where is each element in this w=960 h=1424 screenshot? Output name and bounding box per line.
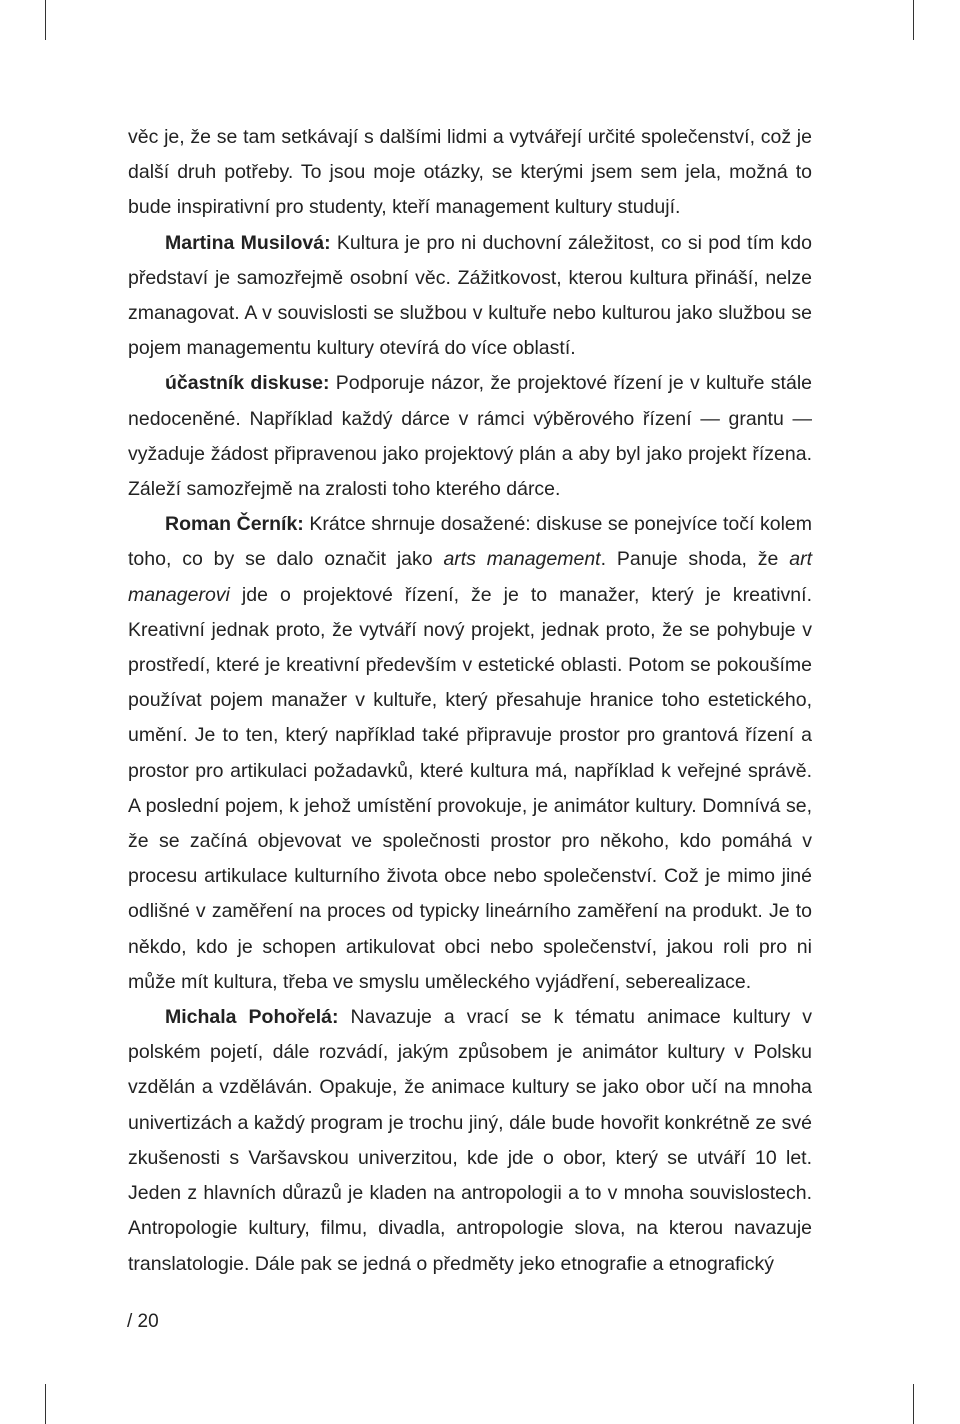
- page-number: / 20: [127, 1311, 159, 1332]
- crop-mark-top-left: [45, 0, 46, 40]
- paragraph-text: Podporuje názor, že projektové řízení je v kultuře stále nedoceněné. Například každý dárce v rámci výběrového řízení — grantu — vyžaduje žádost připravenou jako projektový plán a aby byl jako projekt řízena. Záleží samozřejmě na zralosti toho kterého dárce.: [128, 372, 812, 501]
- paragraph-continuation: [128, 120, 812, 226]
- speaker-name: Roman Černík:: [165, 513, 304, 536]
- paragraph-michala-pohorela: [128, 1000, 812, 1282]
- paragraph-text: Navazuje a vrací se k tématu animace kultury v polském pojetí, dále rozvádí, jakým způsobem je animátor kultury v Polsku vzdělán a vzděláván. Opakuje, že animace kultury se jako obor učí na mnoha univertizách a každý program je trochu jiný, dále bude hovořit konkrétně ze své zkušenosti s Varšavskou univerzitou, kde jde o obor, který se utváří 10 let. Jeden z hlavních důrazů je kladen na antropologii a to v mnoha souvislostech. Antropologie kultury, filmu, divadla, antropologie slova, na kterou navazuje translatologie. Dále pak se jedná o předměty jeko etnografie a etnografický: [128, 1006, 813, 1275]
- paragraph-text: Krátce shrnuje dosažené: diskuse se ponejvíce točí kolem toho, co by se dalo označit jako: [128, 513, 812, 571]
- paragraph-text: Kultura je pro ni duchovní záležitost, co si pod tím kdo představí je samozřejmě osobní věc. Zážitkovost, kterou kultura přináší, nelze zmanagovat. A v souvislosti se službou v kultuře nebo kulturou jako službou se pojem managementu kultury otevírá do více oblastí.: [128, 231, 812, 360]
- speaker-name: účastník diskuse:: [165, 372, 330, 395]
- paragraph-roman-cernik: [128, 507, 812, 1000]
- italic-term: art managerovi: [128, 548, 812, 606]
- paragraph-martina-musilova: [128, 226, 812, 367]
- italic-term: arts management: [443, 548, 601, 571]
- paragraph-text: jde o projektové řízení, že je to manažer, který je kreativní. Kreativní jednak proto, že vytváří nový projekt, jednak proto, že se pohybuje v prostředí, které je kreativní především v estetické oblasti. Potom se pokoušíme používat pojem manažer v kultuře, který přesahuje hranice toho estetického, umění. Je to ten, který například také připravuje prostor pro grantová řízení a prostor pro artikulaci požadavků, které kultura má, například k veřejné správě. A poslední pojem, k jehož umístění provokuje, je animátor kultury. Domnívá se, že se začíná objevovat ve společnosti prostor pro někoho, kdo pomáhá v procesu artikulace kulturního života obce nebo společenství. Což je mimo jiné odlišné v zaměření na proces od typicky lineárního zaměření na produkt. Je to někdo, kdo je schopen artikulovat obci nebo společenství, jakou roli pro ni může mít kultura, třeba ve smyslu uměleckého vyjádření, seberealizace.: [128, 583, 812, 993]
- crop-mark-top-right: [913, 0, 914, 40]
- paragraph-text: věc je, že se tam setkávají s dalšími lidmi a vytvářejí určité společenství, což je další druh potřeby. To jsou moje otázky, se kterými jsem sem jela, možná to bude inspirativní pro studenty, kteří management kultury studují.: [128, 126, 812, 219]
- paragraph-text: . Panuje shoda, že: [600, 548, 790, 571]
- paragraph-ucastnik-diskuse: [128, 366, 812, 507]
- crop-mark-bottom-left: [45, 1384, 46, 1424]
- speaker-name: Michala Pohořelá:: [165, 1006, 339, 1029]
- crop-mark-bottom-right: [913, 1384, 914, 1424]
- body-text: [128, 120, 812, 1282]
- speaker-name: Martina Musilová:: [165, 231, 331, 254]
